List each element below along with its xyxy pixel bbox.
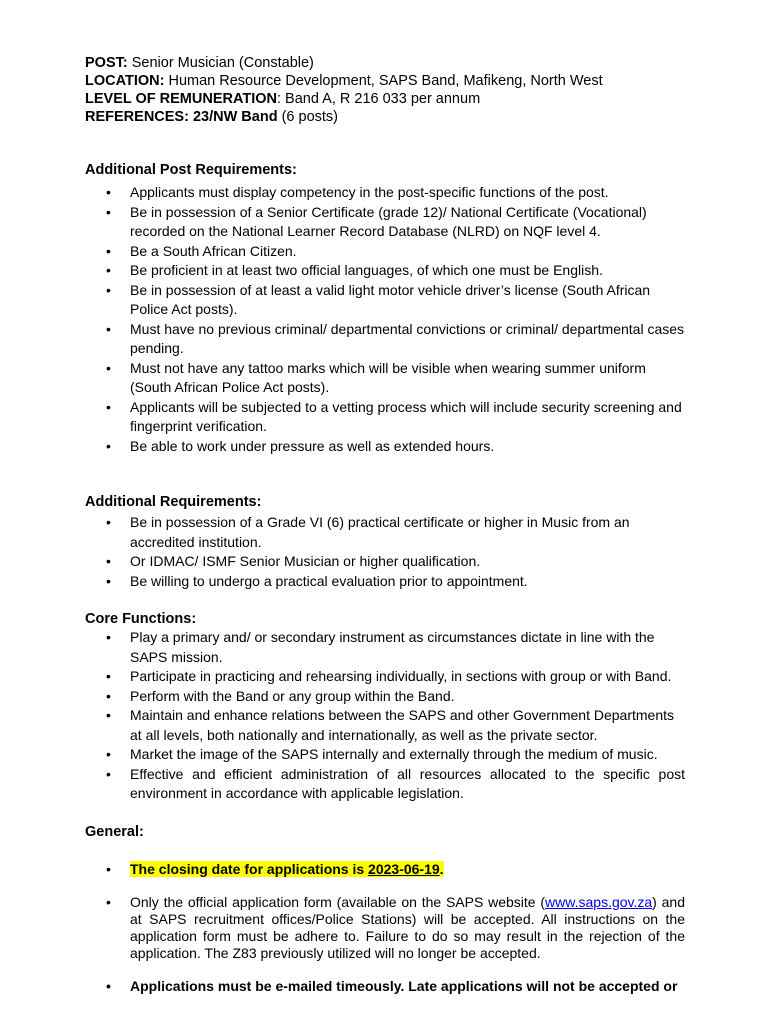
list-item: • Be proficient in at least two official languages, of which one must be English. (85, 261, 685, 281)
list-item: • Effective and efficient administration of all resources allocated to the specific post environment in accordance with applicable legislation. (85, 765, 685, 804)
closing-text: The closing date for applications is (130, 861, 369, 877)
references-value: (6 posts) (277, 109, 338, 125)
general-list-email (85, 978, 685, 995)
saps-website-link[interactable]: www.saps.gov.za (545, 894, 653, 910)
general-list-form (85, 894, 685, 962)
list-item: • Participate in practicing and rehearsing individually, in sections with group or with Band. (85, 667, 685, 687)
references-label: REFERENCES: 23/NW Band (85, 109, 278, 125)
list-item: • Applicants must display competency in the post-specific functions of the post. (85, 183, 685, 203)
list-item: • Must not have any tattoo marks which will be visible when wearing summer uniform (South African Police Act posts). (85, 359, 685, 398)
remuneration-line (85, 90, 603, 108)
post-value: Senior Musician (Constable) (127, 55, 314, 71)
additional-requirements-title: Additional Requirements: (85, 494, 262, 510)
list-item: • Applications must be e-mailed timeously. Late applications will not be accepted or (85, 978, 685, 995)
closing-date: 2023-06-19 (368, 861, 440, 877)
list-item: • Be in possession of a Senior Certificate (grade 12)/ National Certificate (Vocational) recorded on the National Learner Record Database (NLRD) on NQF level 4. (85, 203, 685, 242)
list-item: • Play a primary and/ or secondary instrument as circumstances dictate in line with the SAPS mission. (85, 628, 685, 667)
core-functions-list (85, 628, 685, 804)
remuneration-label: LEVEL OF REMUNERATION (85, 91, 277, 107)
list-item (85, 861, 685, 878)
list-item: • Be in possession of at least a valid light motor vehicle driver’s license (South African Police Act posts). (85, 281, 685, 320)
list-item: • Applicants will be subjected to a vetting process which will include security screening and fingerprint verification. (85, 398, 685, 437)
list-item (85, 894, 685, 962)
remuneration-value: : Band A, R 216 033 per annum (277, 91, 481, 107)
location-value: Human Resource Development, SAPS Band, Mafikeng, North West (164, 73, 603, 89)
post-line (85, 54, 603, 72)
closing-date-highlight (130, 861, 444, 877)
additional-post-requirements-title: Additional Post Requirements: (85, 162, 297, 178)
list-item: • Be able to work under pressure as well as extended hours. (85, 437, 685, 457)
list-item: • Perform with the Band or any group within the Band. (85, 687, 685, 707)
general-list-closing (85, 861, 685, 878)
additional-requirements-list (85, 513, 685, 591)
list-item: • Be willing to undergo a practical evaluation prior to appointment. (85, 572, 685, 592)
form-text-1: Only the official application form (available on the SAPS website ( (130, 894, 546, 910)
list-item: • Must have no previous criminal/ departmental convictions or criminal/ departmental cases pending. (85, 320, 685, 359)
post-header (85, 54, 603, 126)
list-item: • Be in possession of a Grade VI (6) practical certificate or higher in Music from an accredited institution. (85, 513, 685, 552)
post-label: POST: (85, 55, 128, 71)
references-line (85, 108, 603, 126)
location-label: LOCATION: (85, 73, 165, 89)
form-text-2: ) and at SAPS recruitment offices/Police Stations) will be accepted. All instructions on the application form must be adhere to. Failure to do so may result in the rejection of the application. The Z83 previously utilized will no longer be accepted. (130, 894, 685, 961)
closing-end: . (439, 861, 444, 877)
list-item: • Market the image of the SAPS internally and externally through the medium of music. (85, 745, 685, 765)
location-line (85, 72, 603, 90)
list-item: • Maintain and enhance relations between the SAPS and other Government Departments at all levels, both nationally and internationally, as well as the private sector. (85, 706, 685, 745)
general-title: General: (85, 824, 144, 840)
list-item: • Be a South African Citizen. (85, 242, 685, 262)
list-item: • Or IDMAC/ ISMF Senior Musician or higher qualification. (85, 552, 685, 572)
core-functions-title: Core Functions: (85, 611, 197, 627)
additional-post-requirements-list (85, 183, 685, 456)
